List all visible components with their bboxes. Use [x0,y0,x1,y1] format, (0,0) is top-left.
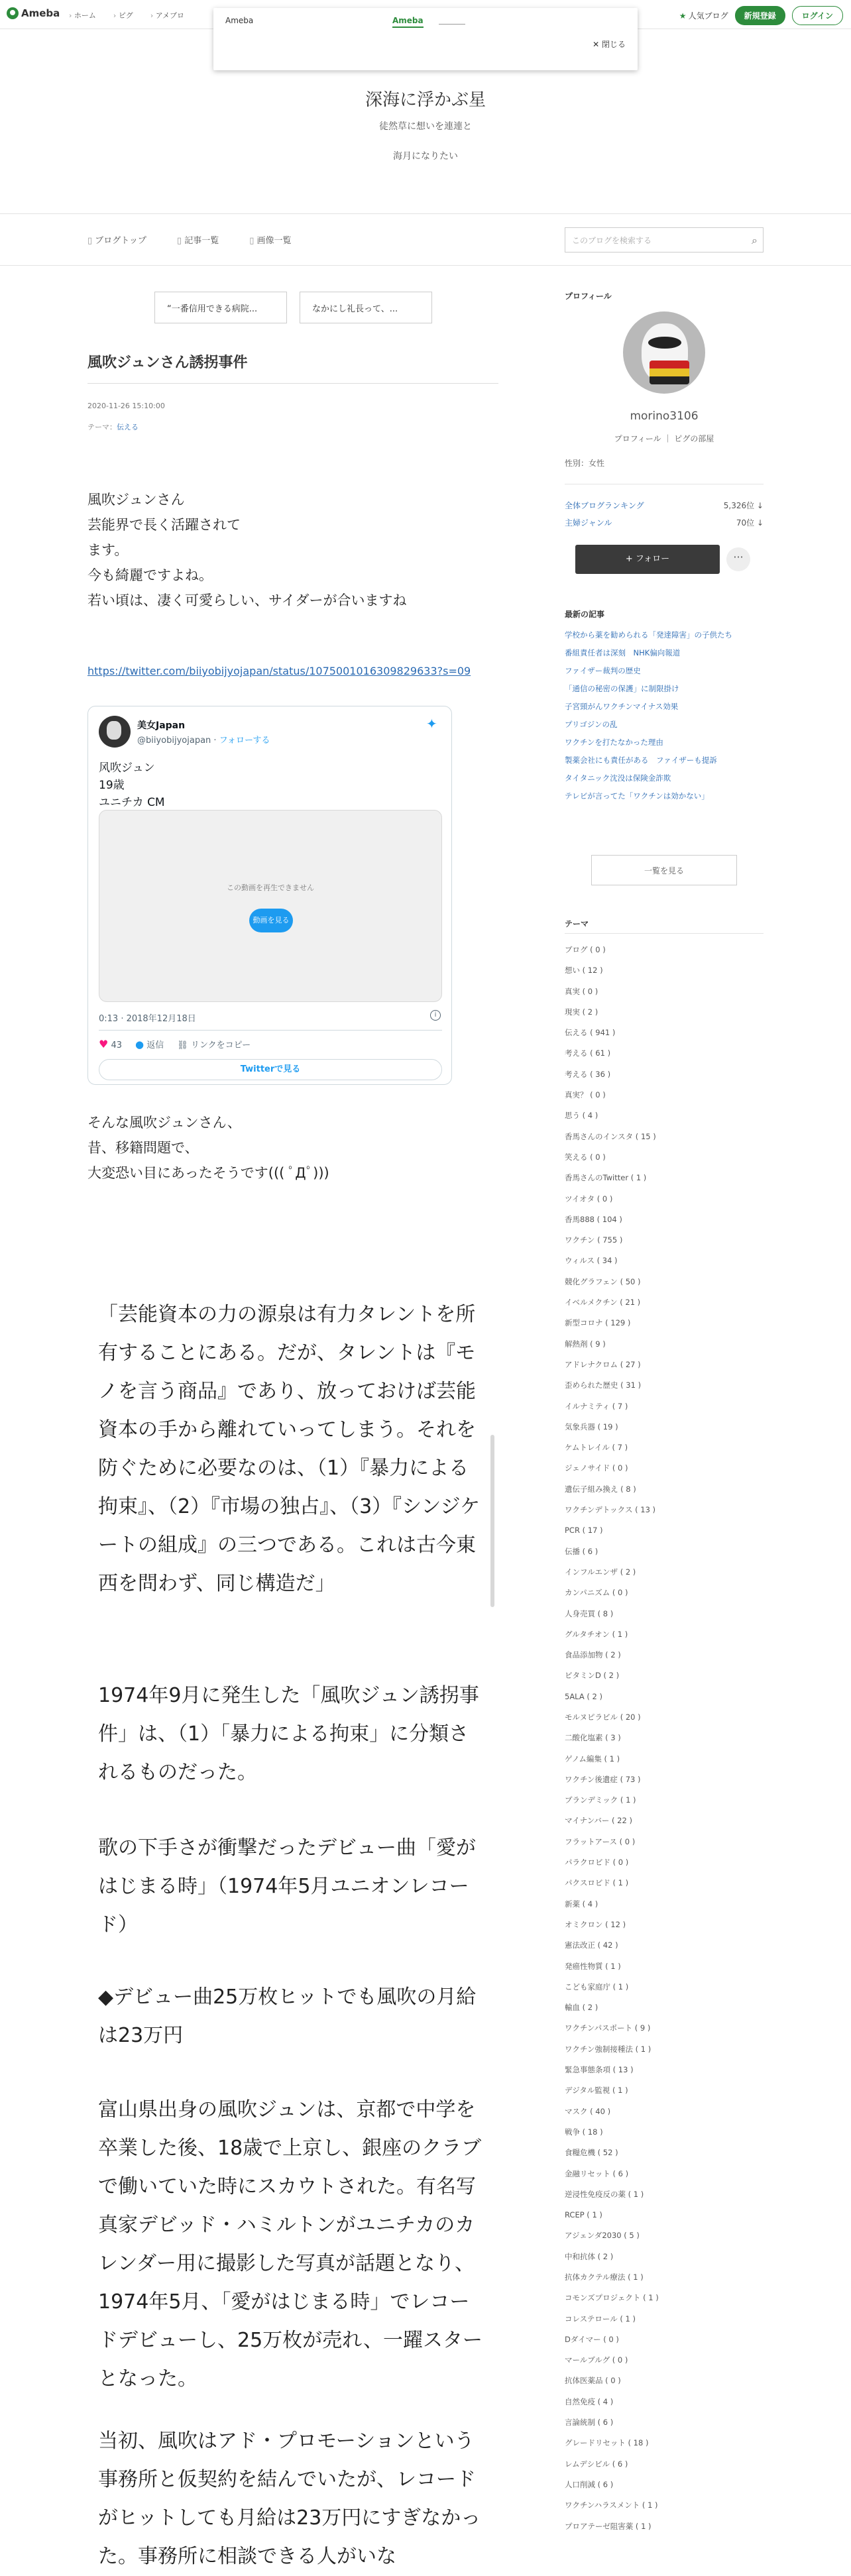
theme-item[interactable]: 想い ( 12 ) [565,966,603,976]
register-button[interactable]: 新規登録 [735,6,785,25]
theme-item[interactable]: オミクロン ( 12 ) [565,1919,626,1929]
theme-item[interactable]: 抗体医薬品 ( 0 ) [565,2376,621,2386]
blog-nav [87,233,292,246]
body-line: 大変恐い目にあったそうです((( ﾟДﾟ))) [87,1165,329,1181]
theme-item[interactable]: ワクチン後遺症 ( 73 ) [565,1774,641,1784]
watch-video-button[interactable]: 動画を見る [249,909,293,932]
video-error-message: この動画を再生できません [227,883,314,892]
theme-label: テーマ： [87,423,117,431]
theme-item[interactable]: ワクチン強制接種法 ( 1 ) [565,2044,652,2054]
popup-brand: Ameba [225,16,254,25]
tweet-author-name[interactable]: 美女Japan [137,720,186,731]
info-icon[interactable]: i [430,1010,441,1021]
theme-item[interactable]: ブログ ( 0 ) [565,945,606,954]
theme-item[interactable]: 二酸化塩素 ( 3 ) [565,1733,621,1743]
divider [0,265,851,266]
copy-link-label: リンクをコピー [190,1040,251,1050]
like-count: 43 [111,1040,123,1050]
recent-article-link[interactable]: 製薬会社にも責任がある ファイザーも提訴 [565,756,717,765]
theme-item[interactable]: ワクチン ( 755 ) [565,1235,623,1245]
theme-item[interactable]: ゲノム編集 ( 1 ) [565,1754,620,1764]
top-nav-pigg[interactable]: › ピグ [113,10,133,21]
article-paragraph: 富山県出身の風吹ジュンは、京都で中学を卒業した後、18歳で上京し、銀座のクラブで働いていた時にスカウトされた。有名写真家デビッド・ハミルトンがユニチカのカレンダー用に撮影した写真が話題となり、1974年5月、「愛がはじまる時」でレコードデビューし、25万枚が売れ、一躍スターとなった。 [98,2098,482,2390]
article-paragraph: 1974年9月に発生した「風吹ジュン誘拐事件」は、（1）「暴力による拘束」に分類されるものだった。 [98,1684,479,1784]
tweet-follow-link[interactable]: フォローする [219,736,270,746]
theme-item[interactable]: 人身売買 ( 8 ) [565,1608,614,1618]
theme-link[interactable]: 伝える [117,423,139,431]
theme-item[interactable]: ビタミンD ( 2 ) [565,1671,620,1681]
ranking-label: 主婦ジャンル [565,518,612,528]
popular-blog-link[interactable] [679,10,728,21]
tweet-line: ユニチカ CM [99,796,165,809]
tweet-author-handle: @biiyobijyojapan · フォローする [137,736,270,746]
like-button[interactable] [99,1038,122,1050]
recent-article-link[interactable]: プリゴジンの乱 [565,720,618,729]
tweet-line: 19歳 [99,779,125,792]
themes-list [565,940,764,2537]
flag-image [650,361,689,384]
body-line: そんな風吹ジュンさん、 [87,1115,241,1131]
ameba-logo-text: Ameba [21,7,60,19]
recent-article-link[interactable]: ワクチンを打たなかった理由 [565,738,663,747]
scrollbar-thumb[interactable] [490,1435,494,1607]
theme-item[interactable]: 真実？ ( 0 ) [565,1090,606,1100]
theme-item[interactable]: マスク ( 40 ) [565,2106,611,2116]
article-paragraph: 当初、風吹はアド・プロモーションという事務所と仮契約を結んでいたが、レコードがヒットしても月給は23万円にすぎなかった。事務所に相談できる人がいな [98,2430,481,2568]
theme-item[interactable]: 考える ( 36 ) [565,1069,611,1079]
reply-label: 返信 [146,1040,164,1050]
reply-button[interactable] [135,1038,164,1050]
theme-item[interactable]: 遺伝子組み換え ( 8 ) [565,1484,636,1494]
theme-item[interactable]: 中和抗体 ( 2 ) [565,2251,614,2261]
link-icon: ⛓ [177,1040,188,1050]
ranking-value: 70位 ↓ [736,518,764,528]
ranking-label: 全体ブログランキング [565,501,644,510]
profile-heading: プロフィール [565,292,612,301]
tweet-embed [87,706,452,1085]
theme-item[interactable]: 憲法改正 ( 42 ) [565,1940,618,1950]
theme-item[interactable]: 競化グラフェン ( 50 ) [565,1276,641,1286]
crown-icon: ★ [679,11,687,21]
recent-article-link[interactable]: タイタニック沈没は保険金詐欺 [565,773,671,783]
theme-item[interactable]: 伝播 ( 6 ) [565,1546,598,1556]
ameba-logo-icon [7,7,19,19]
theme-item[interactable]: 歪められた歴史 ( 31 ) [565,1380,642,1390]
popup-banner [213,8,638,70]
divider [87,383,498,384]
body-line: 風吹ジュンさん [87,492,185,508]
nav-blog-top[interactable]: ▯ ブログトップ [87,233,146,246]
theme-item[interactable]: こども家庭庁 ( 1 ) [565,1982,629,1991]
article-theme [87,421,139,432]
theme-item[interactable]: 緊急事態条項 ( 13 ) [565,2065,634,2075]
theme-item[interactable]: カンパニズム ( 0 ) [565,1588,628,1598]
ameba-logo[interactable] [7,7,60,19]
twitter-bird-icon[interactable]: ✦ [426,716,437,732]
top-nav [69,10,184,21]
theme-item[interactable]: 笑える ( 0 ) [565,1152,606,1162]
article-body-intro [87,487,498,613]
theme-item[interactable]: 言論統制 ( 6 ) [565,2418,614,2428]
body-line: ます。 [87,542,129,558]
theme-item[interactable]: 抗体カクテル療法 ( 1 ) [565,2272,644,2282]
theme-item[interactable]: アジェンダ2030 ( 5 ) [565,2231,640,2241]
view-on-twitter-button[interactable]: Twitterで見る [99,1059,442,1080]
tweet-video[interactable] [99,810,442,1002]
ranking-value: 5,326位 ↓ [723,501,764,510]
search-icon[interactable]: ⌕ [752,234,758,247]
theme-item[interactable]: マイナンバー ( 22 ) [565,1816,632,1826]
theme-item[interactable]: ツイオタ ( 0 ) [565,1194,613,1204]
body-line: 芸能界で長く活躍されて [87,517,241,533]
tweet-avatar[interactable] [99,716,131,748]
theme-item[interactable]: ワクチンパスポート ( 9 ) [565,2023,651,2033]
theme-item[interactable]: PCR ( 17 ) [565,1526,603,1536]
theme-item[interactable]: RCEP ( 1 ) [565,2210,602,2220]
theme-item[interactable]: コモンズプロジェクト ( 1 ) [565,2293,659,2303]
theme-item[interactable]: マールブルグ ( 0 ) [565,2355,628,2365]
theme-item[interactable]: Dダイマー ( 0 ) [565,2334,619,2344]
theme-item[interactable]: 食糧危機 ( 52 ) [565,2148,618,2158]
tweet-timestamp[interactable]: 0:13 · 2018年12月18日 [99,1014,196,1024]
copy-link-button[interactable] [177,1038,251,1050]
theme-item[interactable]: プロアテーゼ阻害薬 ( 1 ) [565,2521,652,2531]
theme-item[interactable]: フラットアース ( 0 ) [565,1836,636,1846]
theme-item[interactable]: 新型コロナ ( 129 ) [565,1318,631,1328]
popular-blog-label: 人気ブログ [688,11,728,21]
theme-item[interactable]: 伝える ( 941 ) [565,1028,616,1038]
twitter-link[interactable]: https://twitter.com/biiyobijyojapan/status/1075001016309829633?s=09 [87,665,471,677]
theme-item[interactable]: 5ALA ( 2 ) [565,1691,602,1701]
overall-ranking[interactable] [565,500,764,511]
profile-links[interactable]: プロフィール ｜ ピグの部屋 [614,434,714,443]
theme-item[interactable]: 思う ( 4 ) [565,1111,598,1121]
reply-icon: ● [135,1038,144,1050]
genre-ranking[interactable] [565,517,764,528]
top-nav-ameblo[interactable]: › アメブロ [150,10,184,21]
tweet-text [99,759,165,811]
theme-item[interactable]: プランデミック ( 1 ) [565,1795,636,1805]
theme-item[interactable]: 輸血 ( 2 ) [565,2003,598,2013]
theme-item[interactable]: グレードリセット ( 18 ) [565,2438,649,2448]
body-line: 昔、移籍問題で、 [87,1140,199,1156]
recent-article-link[interactable]: 学校から薬を勧められる「発達障害」の子供たち [565,630,732,640]
popup-divider [439,24,465,25]
theme-item[interactable]: 戦争 ( 18 ) [565,2127,603,2137]
blog-description: 徒然草に想いを連連と [379,121,472,132]
theme-item[interactable]: イルナミティ ( 7 ) [565,1401,628,1411]
theme-item[interactable]: グルタチオン ( 1 ) [565,1629,628,1639]
heart-icon: ♥ [99,1038,109,1050]
profile-username[interactable]: morino3106 [630,410,699,423]
body-line: 今も綺麗ですよね。 [87,567,213,583]
theme-item[interactable]: ケムトレイル ( 7 ) [565,1443,628,1453]
popup-tab[interactable]: Ameba [392,16,424,28]
theme-item[interactable]: 香馬888 ( 104 ) [565,1214,622,1224]
theme-item[interactable]: 金融リセット ( 6 ) [565,2168,629,2178]
recent-article-link[interactable]: 番組責任者は深刻 NHK偏向報道 [565,648,681,657]
theme-item[interactable]: コレステロール ( 1 ) [565,2314,636,2324]
header-actions [679,6,843,25]
profile-gender: 性別：女性 [565,459,605,468]
theme-item[interactable]: アドレナクロム ( 27 ) [565,1359,641,1369]
themes-heading: テーマ [565,919,589,928]
article-date: 2020-11-26 15:10:00 [87,402,165,410]
body-line: 若い頃は、凄く可愛らしい、サイダーが合いますね [87,592,407,608]
theme-item[interactable]: モルヌピラビル ( 20 ) [565,1712,641,1722]
theme-item[interactable]: 真実 ( 0 ) [565,986,598,996]
blog-description-2: 海月になりたい [393,151,458,162]
theme-item[interactable]: 香馬さんのTwitter ( 1 ) [565,1173,647,1183]
tweet-handle[interactable]: @biiyobijyojapan [137,736,211,746]
theme-item[interactable]: インフルエンザ ( 2 ) [565,1567,636,1577]
recent-article-link[interactable]: テレビが言ってた「ワクチンは効かない」 [565,791,709,801]
article-paragraph: ◆デビュー曲25万枚ヒットでも風吹の月給は23万円 [98,1986,477,2047]
article-paragraph: 歌の下手さが衝撃だったデビュー曲「愛がはじまる時」（1974年5月ユニオンレコード） [98,1836,476,1936]
theme-item[interactable]: 逆浸性免疫反の薬 ( 1 ) [565,2189,644,2199]
theme-item[interactable]: ワクチンデトックス ( 13 ) [565,1505,656,1515]
theme-item[interactable]: ウィルス ( 34 ) [565,1256,618,1266]
theme-item[interactable]: 香馬さんのインスタ ( 15 ) [565,1131,656,1141]
recent-articles-heading: 最新の記事 [565,610,605,619]
see-all-button[interactable]: 一覧を見る [591,855,737,885]
popup-close-button[interactable]: ✕ 閉じる [593,40,626,49]
recent-article-link[interactable]: 子宮頸がんワクチンマイナス効果 [565,702,679,711]
more-options-button[interactable]: ··· [726,547,750,571]
theme-item[interactable]: 解熱剤 ( 9 ) [565,1339,606,1349]
theme-item[interactable]: 食品添加物 ( 2 ) [565,1650,621,1660]
prev-article-button[interactable]: “一番信用できる病院... [154,292,287,323]
theme-item[interactable]: レムデシビル ( 6 ) [565,2459,628,2469]
theme-item[interactable]: 気象兵器 ( 19 ) [565,1422,618,1431]
blog-search-input[interactable] [565,227,764,252]
nav-article-list[interactable]: ▯ 記事一覧 [177,233,219,246]
article-title: 風吹ジュンさん誘拐事件 [87,355,248,371]
theme-item[interactable]: 人口削減 ( 6 ) [565,2479,614,2489]
follow-button[interactable]: + フォロー [575,545,720,574]
theme-item[interactable]: ワクチンハラスメント ( 1 ) [565,2500,658,2510]
blog-title[interactable]: 深海に浮かぶ星 [365,90,486,110]
quote-paragraph: 「芸能資本の力の源泉は有力タレントを所有することにある。だが、タレントは『モノを言う商品』であり、放っておけば芸能資本の手から離れていってしまう。それを防ぐために必要なのは、（1）『暴力による拘束』、（2）『市場の独占』、（3）『シンジケートの組成』の三つである。これは古今東西を問わず、同じ構造だ」 [98,1303,481,1595]
divider [565,933,764,934]
theme-item[interactable]: デジタル監視 ( 1 ) [565,2086,628,2096]
login-button[interactable]: ログイン [792,6,843,25]
tweet-line: 风吹ジュン [99,761,155,775]
theme-item[interactable]: 新薬 ( 4 ) [565,1899,598,1909]
recent-article-link[interactable]: 「通信の秘密の保護」に制限掛け [565,684,679,693]
recent-article-link[interactable]: ファイザー裁判の歴史 [565,666,641,675]
theme-item[interactable]: 自然免疫 ( 4 ) [565,2396,614,2406]
top-nav-home[interactable]: › ホーム [69,10,96,21]
recent-articles-list [565,630,764,809]
tweet-actions [99,1038,251,1050]
theme-item[interactable]: ジェノサイド ( 0 ) [565,1463,628,1473]
article-body-2 [87,1110,498,1186]
next-article-button[interactable]: なかにし礼長って、... [300,292,432,323]
divider [99,1030,442,1031]
theme-item[interactable]: 考える ( 61 ) [565,1048,611,1058]
profile-avatar[interactable] [623,311,705,394]
divider [0,213,851,214]
theme-item[interactable]: イベルメクチン ( 21 ) [565,1298,641,1308]
search-placeholder: このブログを検索する [572,236,652,245]
theme-item[interactable]: 現実 ( 2 ) [565,1007,598,1017]
theme-item[interactable]: 発癌性物質 ( 1 ) [565,1961,621,1971]
theme-item[interactable]: パラクロビド ( 0 ) [565,1858,629,1868]
theme-item[interactable]: パクスロビド ( 1 ) [565,1878,629,1888]
nav-image-list[interactable]: ▯ 画像一覧 [249,233,291,246]
